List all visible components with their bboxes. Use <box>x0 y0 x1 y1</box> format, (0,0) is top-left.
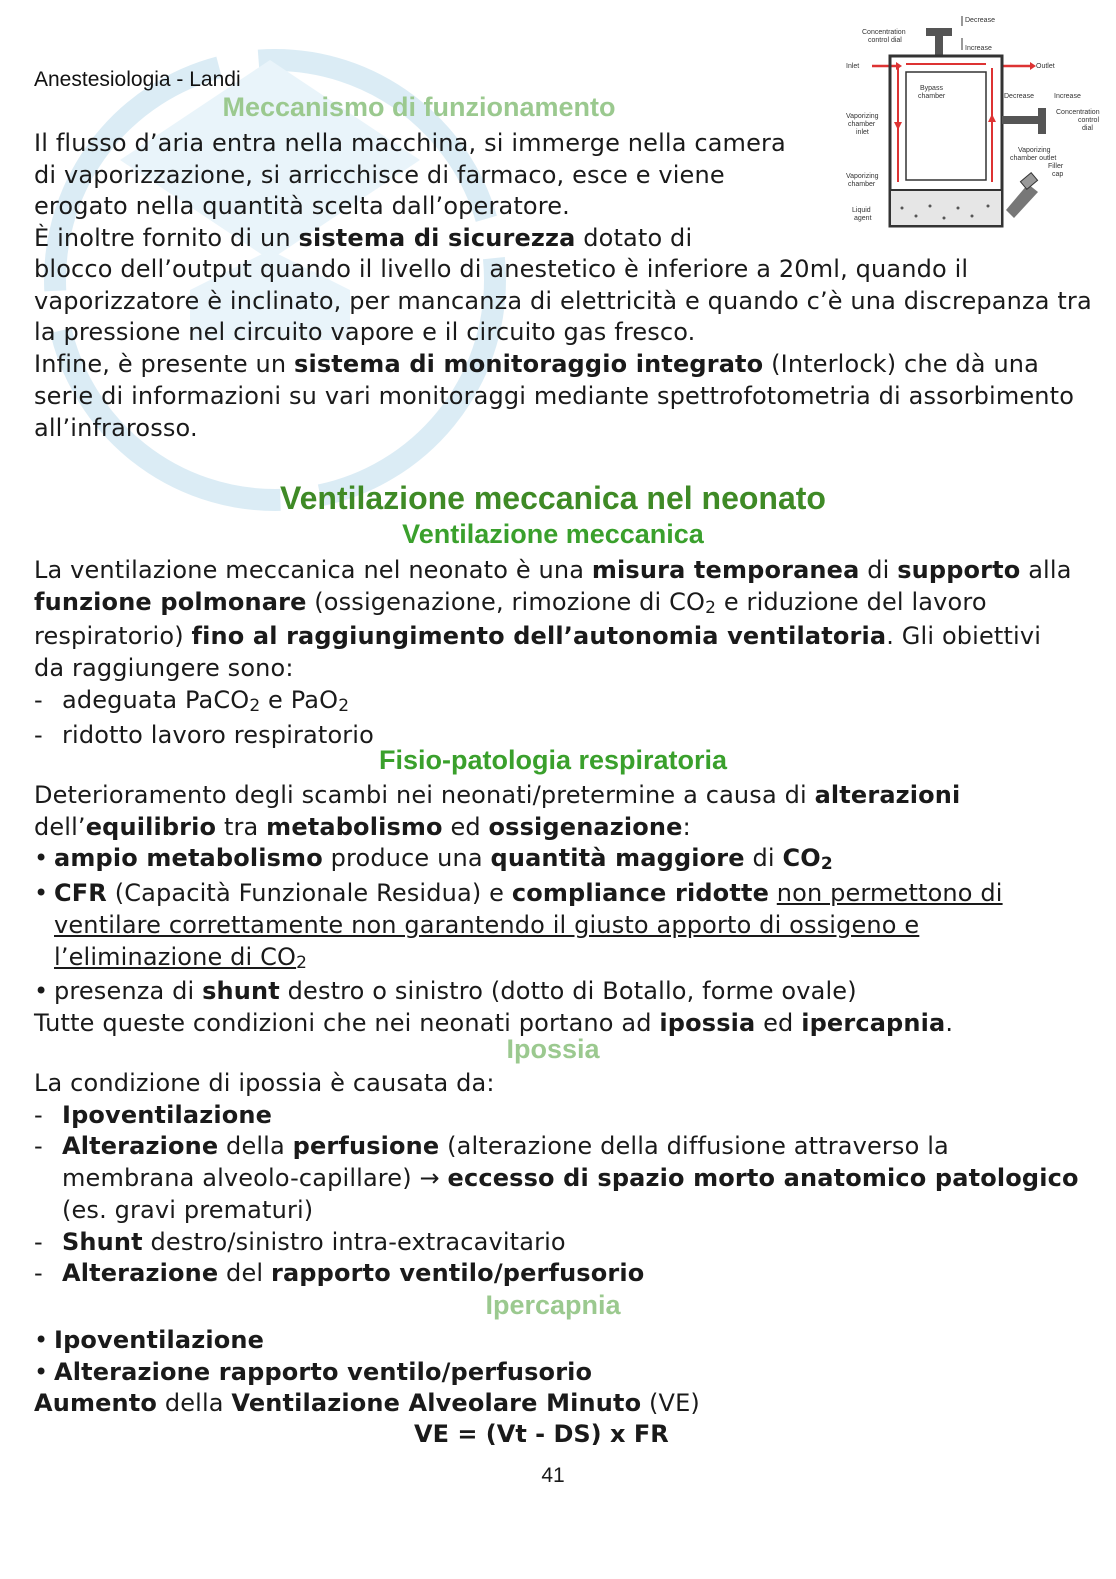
t: : <box>682 812 691 841</box>
paragraph-ventilazione <box>34 555 1074 751</box>
t: 2 <box>338 695 350 716</box>
t: Alterazione <box>62 1132 219 1161</box>
text-blocco: blocco dell’output quando il livello di anestetico è inferiore a 20ml, quando il vaporizzatore è inclinato, per mancanza di elettricità e quando c’è una discrepanza tra la pressione nel circuito vapore e il circuito gas fresco. <box>34 255 1092 347</box>
paragraph-fisiopatologia <box>34 780 1084 1040</box>
diagram-label-increase-top: Increase <box>965 45 992 52</box>
subsection-title-ipossia: Ipossia <box>506 1034 600 1064</box>
t: 2 <box>249 695 261 716</box>
dash-marker: - <box>34 1259 43 1288</box>
bullet-marker: • <box>34 1326 49 1354</box>
diagram-label-vap-inlet-1: Vaporizing <box>846 113 879 120</box>
t: ipossia <box>659 1008 756 1037</box>
t: Shunt <box>62 1227 143 1256</box>
t: Tutte queste condizioni che nei neonati portano ad <box>34 1008 660 1037</box>
diagram-label-bypass: Bypass <box>920 85 943 92</box>
list-item <box>34 1100 1084 1132</box>
t: della <box>218 1132 293 1161</box>
list-item <box>34 878 1084 976</box>
list-item <box>34 976 1084 1008</box>
text-sistema-sicurezza: sistema di sicurezza <box>298 224 576 253</box>
dash-marker: - <box>34 720 43 749</box>
diagram-label-increase-right: Increase <box>1054 93 1081 100</box>
section-title-ventilazione-neonato: Ventilazione meccanica nel neonato <box>280 480 826 516</box>
diagram-label-vap-inlet-2: chamber <box>848 121 876 128</box>
list-item <box>34 1258 1084 1290</box>
list-item <box>34 1131 1084 1226</box>
diagram-label-vap-outlet-2: chamber outlet <box>1010 155 1057 162</box>
list-item <box>34 685 1074 720</box>
formula-ve: VE = (Vt - DS) x FR <box>414 1420 669 1448</box>
diagram-label-vap-inlet-3: inlet <box>856 129 869 136</box>
t: funzione polmonare <box>34 587 307 616</box>
t: alterazioni <box>814 781 961 809</box>
text-monitoraggio: sistema di monitoraggio integrato <box>294 350 764 379</box>
text-dotato: dotato di <box>575 224 693 253</box>
t: shunt <box>202 977 280 1006</box>
diagram-label-conc-right-1: Concentration <box>1056 109 1100 116</box>
text-inoltre: È inoltre fornito di un <box>34 224 299 253</box>
t: di <box>859 556 898 584</box>
diagram-label-conc-dial: Concentration <box>862 29 906 36</box>
dash-marker: - <box>34 1227 43 1256</box>
t: ed <box>755 1008 802 1037</box>
diagram-label-decrease-top: Decrease <box>965 17 995 24</box>
t: (ossigenazione, rimozione di CO <box>306 587 706 616</box>
dash-marker: - <box>34 1132 43 1161</box>
bullet-marker: • <box>34 844 49 873</box>
t: . <box>945 1008 954 1037</box>
bullet-marker: • <box>34 1357 49 1386</box>
t: alla <box>1020 556 1072 584</box>
t: Deterioramento degli scambi nei neonati/pretermine a causa di <box>34 781 815 809</box>
diagram-label-conc-dial-2: control dial <box>868 37 902 44</box>
t: e PaO <box>260 685 339 714</box>
t: Aumento <box>34 1389 158 1418</box>
t: supporto <box>897 556 1021 584</box>
diagram-label-liquid-2: agent <box>854 215 872 222</box>
subsection-title-ipercapnia: Ipercapnia <box>485 1290 621 1320</box>
t: ed <box>442 812 489 841</box>
t: Ipoventilazione <box>62 1100 273 1129</box>
vaporizer-diagram <box>842 12 1110 230</box>
subsection-title-fisiopatologia: Fisio-patologia respiratoria <box>378 745 728 775</box>
diagram-label-vap-chamber-1: Vaporizing <box>846 173 879 180</box>
diagram-label-filler-1: Filler <box>1048 163 1064 170</box>
t: . Gli obiettivi da raggiungere sono: <box>34 622 1042 683</box>
paragraph-ipercapnia <box>34 1325 1084 1420</box>
dash-marker: - <box>34 685 43 714</box>
diagram-label-conc-right-3: dial <box>1082 125 1093 132</box>
diagram-label-conc-right-2: control <box>1078 117 1100 124</box>
t: adeguata PaCO <box>62 685 250 714</box>
t: dell’ <box>34 812 86 841</box>
diagram-label-vap-outlet-1: Vaporizing <box>1018 147 1051 154</box>
t: ridotto lavoro respiratorio <box>62 720 374 749</box>
t: non permettono di ventilare correttamente non garantendo il giusto apporto di ossigeno e l’eliminazione di CO <box>54 879 1003 971</box>
t: presenza di <box>54 977 203 1006</box>
t: CFR <box>54 879 107 908</box>
t: di <box>744 844 783 873</box>
t: La ventilazione meccanica nel neonato è una <box>34 556 592 584</box>
t: equilibrio <box>85 812 217 841</box>
paragraph-flusso <box>34 128 809 255</box>
t: Ventilazione Alveolare Minuto <box>231 1389 642 1418</box>
t: del <box>218 1259 271 1288</box>
t: eccesso di spazio morto anatomico patologico <box>447 1164 1079 1193</box>
t <box>769 879 777 907</box>
t: Alterazione <box>62 1259 219 1288</box>
text-infine: Infine, è presente un <box>34 350 295 379</box>
text-interlock: (Interlock) che dà una serie di informazioni su vari monitoraggi mediante spettrofotometria di assorbimento all’infrarosso. <box>34 350 1075 442</box>
t: tra <box>216 812 267 841</box>
list-item <box>34 1325 1084 1357</box>
t: La condizione di ipossia è causata da: <box>34 1069 495 1097</box>
list-item <box>34 1357 1084 1389</box>
t: (Capacità Funzionale Residua) e <box>106 879 512 908</box>
t: fino al raggiungimento dell’autonomia ventilatoria <box>191 622 887 651</box>
t: metabolismo <box>266 812 443 841</box>
t: destro o sinistro (dotto di Botallo, forme ovale) <box>279 977 857 1006</box>
paragraph-ipossia <box>34 1068 1084 1290</box>
t: (alterazione della diffusione attraverso la membrana alveolo-capillare) → <box>62 1132 949 1193</box>
t: 2 <box>705 597 717 618</box>
t: perfusione <box>292 1132 440 1161</box>
t: ossigenazione <box>488 812 683 841</box>
paragraph-blocco <box>34 254 1094 444</box>
diagram-label-bypass-2: chamber <box>918 93 946 100</box>
t: Alterazione rapporto ventilo/perfusorio <box>54 1357 593 1386</box>
t: e riduzione del lavoro respiratorio) <box>34 587 987 651</box>
diagram-label-outlet: Outlet <box>1036 63 1055 70</box>
list-item <box>34 843 1084 878</box>
subsection-title-ventilazione: Ventilazione meccanica <box>402 519 704 549</box>
bullet-marker: • <box>34 879 49 908</box>
diagram-label-filler-2: cap <box>1052 171 1064 178</box>
t: della <box>157 1389 232 1418</box>
diagram-label-inlet: Inlet <box>846 63 860 70</box>
list-item <box>34 1227 1084 1259</box>
t: compliance ridotte <box>511 879 769 908</box>
diagram-label-vap-chamber-2: chamber <box>848 181 876 188</box>
t: 2 <box>296 952 308 973</box>
diagram-label-decrease-right: Decrease <box>1004 93 1034 100</box>
dash-marker: - <box>34 1100 43 1129</box>
t: ampio metabolismo <box>54 844 323 873</box>
text-flusso: Il flusso d’aria entra nella macchina, si immerge nella camera di vaporizzazione, si arricchisce di farmaco, esce e viene erogato nella quantità scelta dall’operatore. <box>34 129 786 221</box>
page-number: 41 <box>541 1464 565 1487</box>
t: rapporto ventilo/perfusorio <box>270 1259 645 1288</box>
t: (es. gravi prematuri) <box>62 1195 314 1224</box>
section-title-meccanismo: Meccanismo di funzionamento <box>222 92 616 122</box>
t: CO <box>782 844 821 873</box>
t: misura temporanea <box>591 556 860 584</box>
t: destro/sinistro intra-extracavitario <box>142 1227 566 1256</box>
t: 2 <box>820 854 833 875</box>
t: (VE) <box>641 1389 700 1418</box>
t: Ipoventilazione <box>54 1326 265 1354</box>
diagram-label-liquid-1: Liquid <box>852 207 871 214</box>
t: quantità maggiore <box>490 844 745 873</box>
t: produce una <box>322 844 491 873</box>
t: ipercapnia <box>801 1008 946 1037</box>
bullet-marker: • <box>34 977 49 1006</box>
document-header: Anestesiologia - Landi <box>34 68 241 91</box>
